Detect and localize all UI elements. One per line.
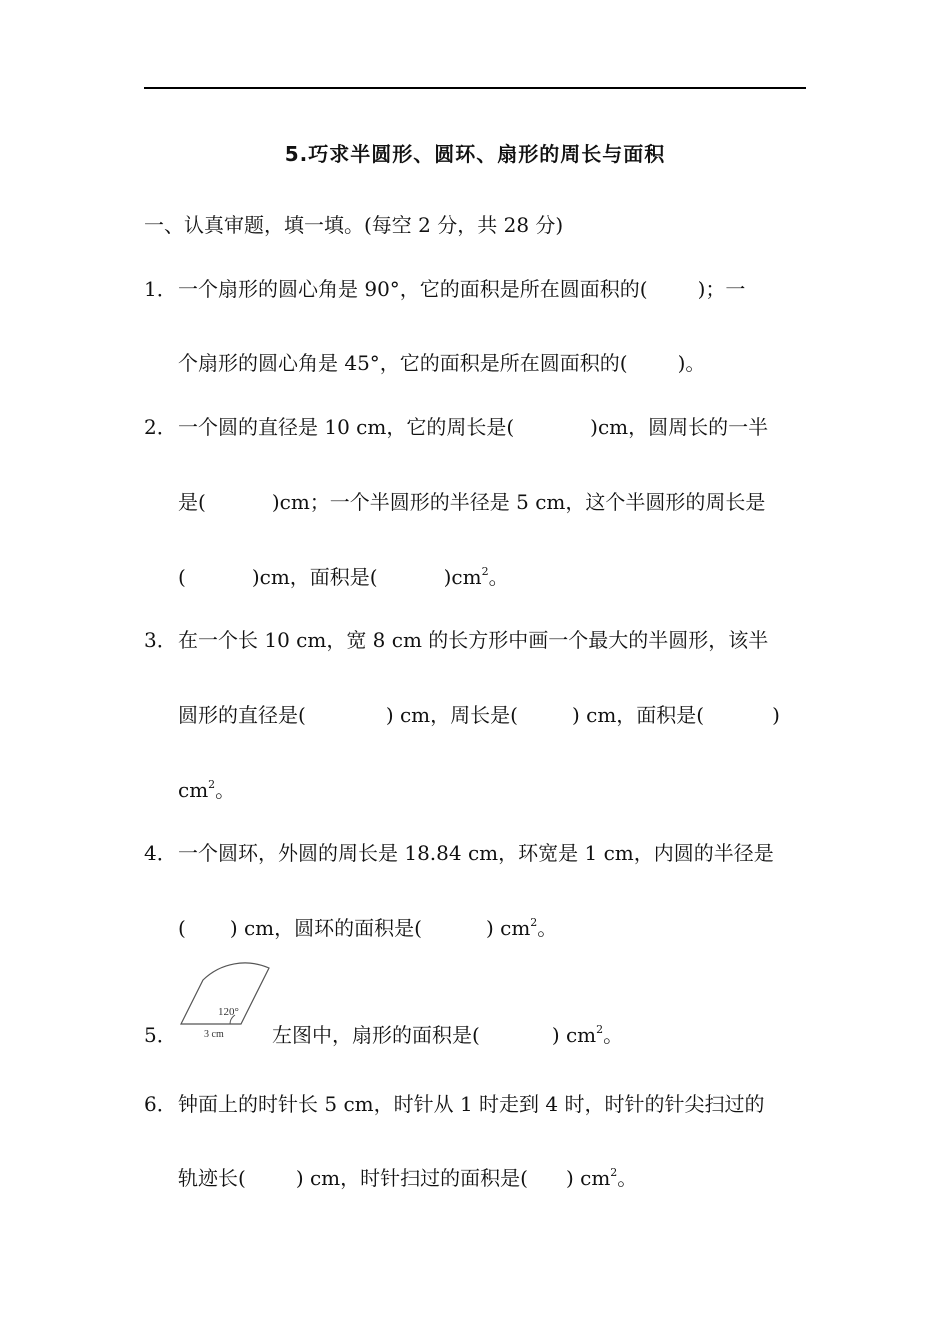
header-rule	[144, 87, 806, 89]
q2-superscript: 2	[481, 565, 489, 578]
q2-text-g: )cm	[443, 565, 482, 589]
q6-text-b: ) cm，时针扫过的面积是(	[295, 1166, 528, 1190]
question-4-number: 4．	[144, 841, 177, 865]
q6-text-d: 。	[617, 1166, 638, 1190]
question-1-line-1	[178, 276, 745, 302]
q5-text-c: 。	[603, 1023, 624, 1047]
q4-superscript: 2	[530, 916, 538, 929]
q2-text-h: 。	[488, 565, 509, 589]
question-1-number: 1．	[144, 277, 177, 301]
question-2-line-2	[178, 489, 765, 515]
q2-text-f: )cm，面积是(	[251, 565, 378, 589]
q1-text-b: )；一	[697, 277, 746, 301]
radius-label: 3 cm	[204, 1029, 224, 1040]
q1-text-c: 个扇形的圆心角是 45°，它的面积是所在圆面积的(	[178, 351, 628, 375]
question-2-line-1	[178, 414, 768, 440]
q4-text-c: ) cm	[485, 916, 531, 940]
q3-text-b: ) cm，周长是(	[385, 703, 518, 727]
q1-text-d: )。	[677, 351, 706, 375]
q6-text-a: 轨迹长(	[178, 1166, 246, 1190]
q4-text-b: ) cm，圆环的面积是(	[229, 916, 422, 940]
question-3-number: 3．	[144, 628, 177, 652]
question-4-line-1: 一个圆环，外圆的周长是 18.84 cm，环宽是 1 cm，内圆的半径是	[178, 841, 774, 865]
q4-text-d: 。	[537, 916, 558, 940]
sector-figure	[176, 960, 276, 1042]
question-1-line-2	[178, 350, 705, 376]
q2-text-a: 一个圆的直径是 10 cm，它的周长是(	[178, 415, 515, 439]
q2-text-e: (	[178, 565, 186, 589]
q3-text-c: ) cm，面积是(	[571, 703, 705, 727]
question-3-line-1: 在一个长 10 cm，宽 8 cm 的长方形中画一个最大的半圆形，该半	[178, 628, 769, 652]
q3-text-e: cm	[178, 778, 209, 802]
question-5-number: 5．	[144, 1023, 177, 1047]
page-title: 5.巧求半圆形、圆环、扇形的周长与面积	[284, 142, 666, 166]
q6-superscript: 2	[610, 1166, 618, 1179]
q2-text-d: )cm；一个半圆形的半径是 5 cm，这个半圆形的周长是	[271, 490, 766, 514]
question-2-number: 2．	[144, 415, 177, 439]
q3-text-d: )	[772, 703, 780, 727]
question-6-line-2	[178, 1165, 637, 1191]
question-3-line-3	[178, 777, 235, 803]
section-heading: 一、认真审题，填一填。(每空 2 分，共 28 分)	[144, 213, 564, 237]
q6-text-c: ) cm	[565, 1166, 611, 1190]
question-5-line-1	[272, 1022, 623, 1048]
q3-text-f: 。	[215, 778, 236, 802]
angle-label: 120°	[218, 1006, 239, 1018]
q2-text-c: 是(	[178, 490, 206, 514]
q2-text-b: )cm，圆周长的一半	[590, 415, 769, 439]
q5-text-a: 左图中，扇形的面积是(	[272, 1023, 480, 1047]
q3-superscript: 2	[208, 778, 216, 791]
question-3-line-2	[178, 702, 780, 728]
q1-text-a: 一个扇形的圆心角是 90°，它的面积是所在圆面积的(	[178, 277, 648, 301]
question-4-line-2	[178, 915, 557, 941]
q4-text-a: (	[178, 916, 186, 940]
question-2-line-3	[178, 564, 509, 590]
question-6-number: 6．	[144, 1092, 177, 1116]
q5-text-b: ) cm	[551, 1023, 597, 1047]
q5-superscript: 2	[596, 1023, 604, 1036]
question-6-line-1: 钟面上的时针长 5 cm，时针从 1 时走到 4 时，时针的针尖扫过的	[178, 1092, 765, 1116]
q3-text-a: 圆形的直径是(	[178, 703, 306, 727]
